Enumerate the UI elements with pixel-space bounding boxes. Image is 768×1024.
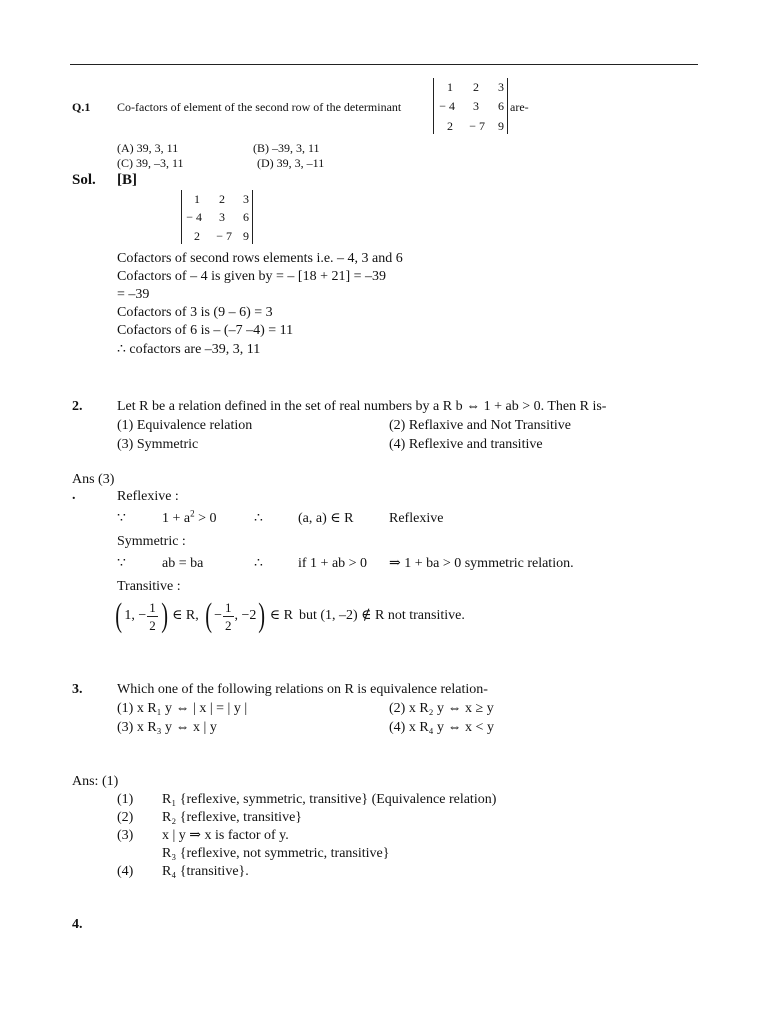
symmetric-expr: ab = ba: [162, 556, 204, 571]
sol1-line-6: ∴ cofactors are –39, 3, 11: [117, 342, 261, 357]
ans2-label: Ans (3): [72, 472, 115, 487]
ans3-item-1-text: R₁ {reflexive, symmetric, transitive} (Equivalence relation): [162, 792, 497, 807]
sol1-det-r2c1: − 4: [186, 210, 202, 224]
fraction-denominator: 2: [149, 617, 156, 633]
q1-det-r2c2: 3: [473, 99, 479, 113]
transitive-expression: [113, 596, 465, 636]
pair2-sign: −: [214, 608, 222, 623]
q1-det-r1c3: 3: [498, 80, 504, 94]
sol1-answer: [B]: [117, 172, 137, 188]
reflexive-pair: (a, a) ∈ R: [298, 511, 354, 526]
q1-option-b: (B) –39, 3, 11: [253, 141, 320, 155]
sol1-line-3: = –39: [117, 287, 150, 302]
sol1-line-5: Cofactors of 6 is – (–7 –4) = 11: [117, 323, 294, 338]
q2-option-2: (2) Reflaxive and Not Transitive: [389, 418, 571, 433]
pair2-end: , −2: [234, 608, 257, 623]
q2-number: 2.: [72, 399, 83, 414]
reflexive-expr: [162, 508, 217, 526]
symmetric-therefore: ∴: [254, 556, 263, 571]
q3-option-4: (4) x R₄ y ⇔ x < y: [389, 720, 494, 735]
q1-det-r2c1: − 4: [439, 99, 455, 113]
q1-det-r2c3: 6: [498, 99, 504, 113]
q1-det-r3c3: 9: [498, 119, 504, 133]
fraction-numerator: 1: [149, 599, 156, 615]
fraction-denominator: 2: [225, 617, 232, 633]
q1-det-r1c1: 1: [447, 80, 453, 94]
q1-option-d: (D) 39, 3, –11: [257, 156, 325, 170]
transitive-conclusion: but (1, –2) ∉ R not transitive.: [298, 608, 465, 623]
reflexive-result: Reflexive: [389, 511, 444, 526]
left-paren: (: [115, 597, 123, 634]
right-paren: ): [258, 597, 266, 634]
fraction-half: [223, 601, 234, 632]
sol1-line-2: Cofactors of – 4 is given by = – [18 + 21] = –39: [117, 269, 387, 284]
sol1-det-r1c3: 3: [243, 192, 249, 206]
pair1-start: 1, −: [124, 608, 147, 623]
q1-number: Q.1: [72, 100, 91, 114]
header-rule: [70, 64, 698, 65]
sol1-determinant: [181, 190, 253, 244]
sol1-det-r3c1: 2: [194, 229, 200, 243]
reflexive-expr-tail: > 0: [194, 511, 217, 526]
q1-det-r3c2: − 7: [469, 119, 485, 133]
q3-number: 3.: [72, 682, 83, 697]
q3-option-1: (1) x R₁ y ⇔ | x | = | y |: [117, 701, 248, 716]
ans2-dot: .: [72, 488, 76, 503]
ans3-item-2-text: R₂ {reflexive, transitive}: [162, 810, 302, 825]
right-paren: ): [161, 597, 168, 634]
reflexive-heading: Reflexive :: [117, 489, 179, 504]
ans3-item-1-number: (1): [117, 792, 134, 807]
q1-option-a: (A) 39, 3, 11: [117, 141, 179, 155]
sol1-line-1: Cofactors of second rows elements i.e. – 4, 3 and 6: [117, 251, 403, 266]
pair1-membership: ∈ R,: [172, 608, 199, 623]
q1-det-r1c2: 2: [473, 80, 479, 94]
q1-determinant: [433, 78, 508, 134]
q3-option-3: (3) x R₃ y ⇔ x | y: [117, 720, 217, 735]
symmetric-heading: Symmetric :: [117, 534, 186, 549]
symmetric-result: ⇒ 1 + ba > 0 symmetric relation.: [389, 556, 574, 571]
sol1-det-r3c3: 9: [243, 229, 249, 243]
ans3-item-4-text: R₄ {transitive}.: [162, 864, 249, 879]
q1-det-r3c1: 2: [447, 119, 453, 133]
ans3-item-2-number: (2): [117, 810, 134, 825]
q3-option-2: (2) x R₂ y ⇔ x ≥ y: [389, 701, 494, 716]
ans3-item-4-number: (4): [117, 864, 134, 879]
q2-text: Let R be a relation defined in the set of real numbers by a R b ⇔ 1 + ab > 0. Then R is-: [117, 399, 607, 414]
pair2-membership: ∈ R: [269, 608, 293, 623]
q2-option-4: (4) Reflexive and transitive: [389, 437, 543, 452]
ans3-item-3-number: (3): [117, 828, 134, 843]
sol1-det-r2c3: 6: [243, 210, 249, 224]
sol1-label: Sol.: [72, 172, 96, 188]
ans3-item-3-text: x | y ⇒ x is factor of y.: [162, 828, 289, 843]
q4-number: 4.: [72, 917, 83, 932]
q2-option-1: (1) Equivalence relation: [117, 418, 253, 433]
symmetric-because: ∵: [117, 556, 126, 571]
left-paren: (: [205, 597, 212, 634]
ans3-item-3b-text: R₃ {reflexive, not symmetric, transitive}: [162, 846, 390, 861]
fraction-half: [147, 601, 158, 632]
q2-option-3: (3) Symmetric: [117, 437, 199, 452]
sol1-det-r3c2: − 7: [216, 229, 232, 243]
q1-suffix: are-: [510, 100, 529, 114]
fraction-numerator: 1: [225, 599, 232, 615]
reflexive-because: ∵: [117, 511, 126, 526]
reflexive-expr-base: 1 + a: [162, 511, 191, 526]
sol1-det-r1c2: 2: [219, 192, 225, 206]
q3-text: Which one of the following relations on R is equivalence relation-: [117, 682, 488, 697]
sol1-det-r2c2: 3: [219, 210, 225, 224]
sol1-det-r1c1: 1: [194, 192, 200, 206]
symmetric-condition: if 1 + ab > 0: [298, 556, 368, 571]
q1-text: Co-factors of element of the second row of the determinant: [117, 100, 402, 114]
transitive-heading: Transitive :: [117, 579, 181, 594]
reflexive-expr-sup: 2: [190, 508, 195, 519]
reflexive-therefore: ∴: [254, 511, 263, 526]
sol1-line-4: Cofactors of 3 is (9 – 6) = 3: [117, 305, 273, 320]
ans3-label: Ans: (1): [72, 774, 119, 789]
q1-option-c: (C) 39, –3, 11: [117, 156, 184, 170]
